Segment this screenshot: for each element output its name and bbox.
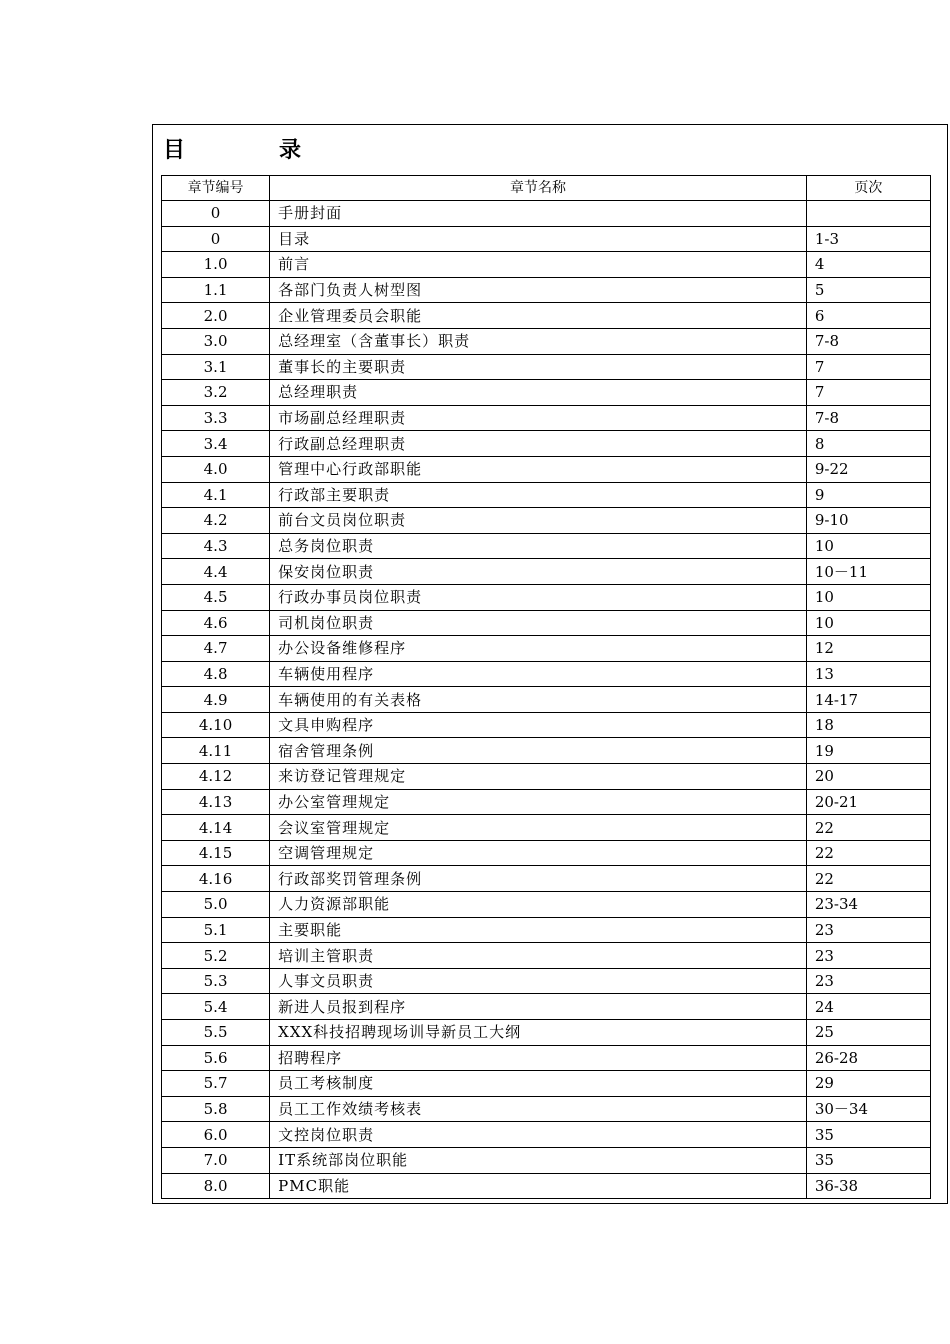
page-cell: 35 bbox=[806, 1147, 930, 1173]
chapter-name-cell: 员工工作效绩考核表 bbox=[270, 1096, 807, 1122]
chapter-number-cell: 2.0 bbox=[162, 303, 270, 329]
table-row bbox=[162, 1173, 931, 1199]
page-cell: 19 bbox=[806, 738, 930, 764]
page-cell: 26-28 bbox=[806, 1045, 930, 1071]
page-cell: 4 bbox=[806, 252, 930, 278]
chapter-name-cell: 会议室管理规定 bbox=[270, 815, 807, 841]
chapter-name-cell: 行政办事员岗位职责 bbox=[270, 584, 807, 610]
page-cell: 24 bbox=[806, 994, 930, 1020]
chapter-name-cell: XXX科技招聘现场训导新员工大纲 bbox=[270, 1020, 807, 1046]
page-cell bbox=[806, 201, 930, 227]
table-row bbox=[162, 405, 931, 431]
table-row bbox=[162, 789, 931, 815]
chapter-name-cell: 总务岗位职责 bbox=[270, 533, 807, 559]
page-cell: 9-10 bbox=[806, 508, 930, 534]
chapter-number-cell: 4.15 bbox=[162, 840, 270, 866]
table-row bbox=[162, 456, 931, 482]
table-row bbox=[162, 687, 931, 713]
chapter-name-cell: 人力资源部职能 bbox=[270, 892, 807, 918]
header-page: 页次 bbox=[806, 176, 930, 201]
page-cell: 20 bbox=[806, 764, 930, 790]
chapter-name-cell: 目录 bbox=[270, 226, 807, 252]
page-cell: 23 bbox=[806, 917, 930, 943]
table-row bbox=[162, 815, 931, 841]
page-cell: 8 bbox=[806, 431, 930, 457]
chapter-name-cell: 文具申购程序 bbox=[270, 712, 807, 738]
chapter-number-cell: 4.16 bbox=[162, 866, 270, 892]
table-row bbox=[162, 994, 931, 1020]
chapter-number-cell: 0 bbox=[162, 201, 270, 227]
page-cell: 10－11 bbox=[806, 559, 930, 585]
chapter-name-cell: 前言 bbox=[270, 252, 807, 278]
page-cell: 10 bbox=[806, 610, 930, 636]
table-row bbox=[162, 738, 931, 764]
chapter-number-cell: 3.1 bbox=[162, 354, 270, 380]
page-cell: 6 bbox=[806, 303, 930, 329]
chapter-name-cell: 企业管理委员会职能 bbox=[270, 303, 807, 329]
chapter-name-cell: 董事长的主要职责 bbox=[270, 354, 807, 380]
chapter-number-cell: 3.3 bbox=[162, 405, 270, 431]
chapter-number-cell: 5.0 bbox=[162, 892, 270, 918]
table-row bbox=[162, 1071, 931, 1097]
toc-body bbox=[162, 201, 931, 1199]
chapter-name-cell: 宿舍管理条例 bbox=[270, 738, 807, 764]
table-row bbox=[162, 252, 931, 278]
table-row bbox=[162, 1122, 931, 1148]
page-title: 目 录 bbox=[163, 138, 338, 163]
table-row bbox=[162, 277, 931, 303]
table-row bbox=[162, 661, 931, 687]
chapter-number-cell: 5.7 bbox=[162, 1071, 270, 1097]
chapter-name-cell: 办公设备维修程序 bbox=[270, 636, 807, 662]
page-cell: 9 bbox=[806, 482, 930, 508]
chapter-number-cell: 5.4 bbox=[162, 994, 270, 1020]
chapter-number-cell: 4.13 bbox=[162, 789, 270, 815]
table-row bbox=[162, 226, 931, 252]
page-cell: 7-8 bbox=[806, 405, 930, 431]
chapter-name-cell: 主要职能 bbox=[270, 917, 807, 943]
table-row bbox=[162, 380, 931, 406]
chapter-name-cell: 管理中心行政部职能 bbox=[270, 456, 807, 482]
page-cell: 1-3 bbox=[806, 226, 930, 252]
table-row bbox=[162, 917, 931, 943]
table-row bbox=[162, 1020, 931, 1046]
chapter-name-cell: 空调管理规定 bbox=[270, 840, 807, 866]
page-cell: 18 bbox=[806, 712, 930, 738]
header-chapter-number: 章节编号 bbox=[162, 176, 270, 201]
table-row bbox=[162, 943, 931, 969]
chapter-name-cell: 员工考核制度 bbox=[270, 1071, 807, 1097]
page-cell: 29 bbox=[806, 1071, 930, 1097]
chapter-name-cell: 前台文员岗位职责 bbox=[270, 508, 807, 534]
page-cell: 14-17 bbox=[806, 687, 930, 713]
chapter-number-cell: 4.5 bbox=[162, 584, 270, 610]
chapter-name-cell: IT系统部岗位职能 bbox=[270, 1147, 807, 1173]
chapter-name-cell: 车辆使用的有关表格 bbox=[270, 687, 807, 713]
table-row bbox=[162, 303, 931, 329]
chapter-number-cell: 5.6 bbox=[162, 1045, 270, 1071]
page-cell: 13 bbox=[806, 661, 930, 687]
chapter-name-cell: 招聘程序 bbox=[270, 1045, 807, 1071]
chapter-name-cell: 总经理职责 bbox=[270, 380, 807, 406]
table-row bbox=[162, 559, 931, 585]
table-row bbox=[162, 508, 931, 534]
table-row bbox=[162, 610, 931, 636]
chapter-name-cell: 行政部奖罚管理条例 bbox=[270, 866, 807, 892]
page-cell: 23 bbox=[806, 968, 930, 994]
chapter-name-cell: 总经理室（含董事长）职责 bbox=[270, 328, 807, 354]
chapter-number-cell: 3.4 bbox=[162, 431, 270, 457]
page-cell: 22 bbox=[806, 866, 930, 892]
chapter-number-cell: 5.2 bbox=[162, 943, 270, 969]
table-row bbox=[162, 1096, 931, 1122]
chapter-name-cell: 培训主管职责 bbox=[270, 943, 807, 969]
chapter-number-cell: 4.4 bbox=[162, 559, 270, 585]
chapter-number-cell: 6.0 bbox=[162, 1122, 270, 1148]
page-cell: 12 bbox=[806, 636, 930, 662]
chapter-number-cell: 4.2 bbox=[162, 508, 270, 534]
chapter-number-cell: 5.3 bbox=[162, 968, 270, 994]
table-row bbox=[162, 636, 931, 662]
chapter-number-cell: 4.9 bbox=[162, 687, 270, 713]
page-cell: 35 bbox=[806, 1122, 930, 1148]
table-row bbox=[162, 328, 931, 354]
page-cell: 10 bbox=[806, 533, 930, 559]
chapter-name-cell: 手册封面 bbox=[270, 201, 807, 227]
page-cell: 7 bbox=[806, 354, 930, 380]
chapter-name-cell: 来访登记管理规定 bbox=[270, 764, 807, 790]
chapter-name-cell: 行政部主要职责 bbox=[270, 482, 807, 508]
chapter-name-cell: 新进人员报到程序 bbox=[270, 994, 807, 1020]
toc-header-row bbox=[162, 176, 931, 201]
toc-table bbox=[161, 175, 931, 1199]
table-row bbox=[162, 354, 931, 380]
table-row bbox=[162, 533, 931, 559]
chapter-number-cell: 4.12 bbox=[162, 764, 270, 790]
chapter-number-cell: 4.10 bbox=[162, 712, 270, 738]
chapter-number-cell: 4.11 bbox=[162, 738, 270, 764]
page-cell: 5 bbox=[806, 277, 930, 303]
chapter-name-cell: 车辆使用程序 bbox=[270, 661, 807, 687]
chapter-name-cell: 各部门负责人树型图 bbox=[270, 277, 807, 303]
page-cell: 20-21 bbox=[806, 789, 930, 815]
chapter-name-cell: 行政副总经理职责 bbox=[270, 431, 807, 457]
page-cell: 9-22 bbox=[806, 456, 930, 482]
chapter-number-cell: 4.8 bbox=[162, 661, 270, 687]
chapter-number-cell: 5.1 bbox=[162, 917, 270, 943]
table-row bbox=[162, 431, 931, 457]
chapter-number-cell: 4.14 bbox=[162, 815, 270, 841]
table-row bbox=[162, 1045, 931, 1071]
chapter-number-cell: 8.0 bbox=[162, 1173, 270, 1199]
chapter-number-cell: 4.6 bbox=[162, 610, 270, 636]
table-row bbox=[162, 866, 931, 892]
page-cell: 23-34 bbox=[806, 892, 930, 918]
chapter-number-cell: 3.2 bbox=[162, 380, 270, 406]
chapter-name-cell: 保安岗位职责 bbox=[270, 559, 807, 585]
table-row bbox=[162, 892, 931, 918]
page-cell: 23 bbox=[806, 943, 930, 969]
chapter-name-cell: 市场副总经理职责 bbox=[270, 405, 807, 431]
table-row bbox=[162, 482, 931, 508]
chapter-name-cell: 司机岗位职责 bbox=[270, 610, 807, 636]
page-cell: 30－34 bbox=[806, 1096, 930, 1122]
chapter-number-cell: 7.0 bbox=[162, 1147, 270, 1173]
chapter-name-cell: 人事文员职责 bbox=[270, 968, 807, 994]
chapter-number-cell: 3.0 bbox=[162, 328, 270, 354]
page-cell: 25 bbox=[806, 1020, 930, 1046]
chapter-name-cell: PMC职能 bbox=[270, 1173, 807, 1199]
page-cell: 10 bbox=[806, 584, 930, 610]
table-row bbox=[162, 840, 931, 866]
chapter-number-cell: 4.1 bbox=[162, 482, 270, 508]
table-row bbox=[162, 968, 931, 994]
header-chapter-name: 章节名称 bbox=[270, 176, 807, 201]
chapter-number-cell: 4.7 bbox=[162, 636, 270, 662]
chapter-number-cell: 0 bbox=[162, 226, 270, 252]
page-cell: 22 bbox=[806, 840, 930, 866]
chapter-number-cell: 1.1 bbox=[162, 277, 270, 303]
table-row bbox=[162, 584, 931, 610]
chapter-number-cell: 4.3 bbox=[162, 533, 270, 559]
table-row bbox=[162, 764, 931, 790]
table-row bbox=[162, 201, 931, 227]
table-row bbox=[162, 1147, 931, 1173]
page-cell: 7 bbox=[806, 380, 930, 406]
page-cell: 7-8 bbox=[806, 328, 930, 354]
chapter-number-cell: 5.8 bbox=[162, 1096, 270, 1122]
page-cell: 36-38 bbox=[806, 1173, 930, 1199]
table-row bbox=[162, 712, 931, 738]
chapter-number-cell: 1.0 bbox=[162, 252, 270, 278]
page-cell: 22 bbox=[806, 815, 930, 841]
chapter-name-cell: 文控岗位职责 bbox=[270, 1122, 807, 1148]
chapter-number-cell: 5.5 bbox=[162, 1020, 270, 1046]
chapter-name-cell: 办公室管理规定 bbox=[270, 789, 807, 815]
chapter-number-cell: 4.0 bbox=[162, 456, 270, 482]
